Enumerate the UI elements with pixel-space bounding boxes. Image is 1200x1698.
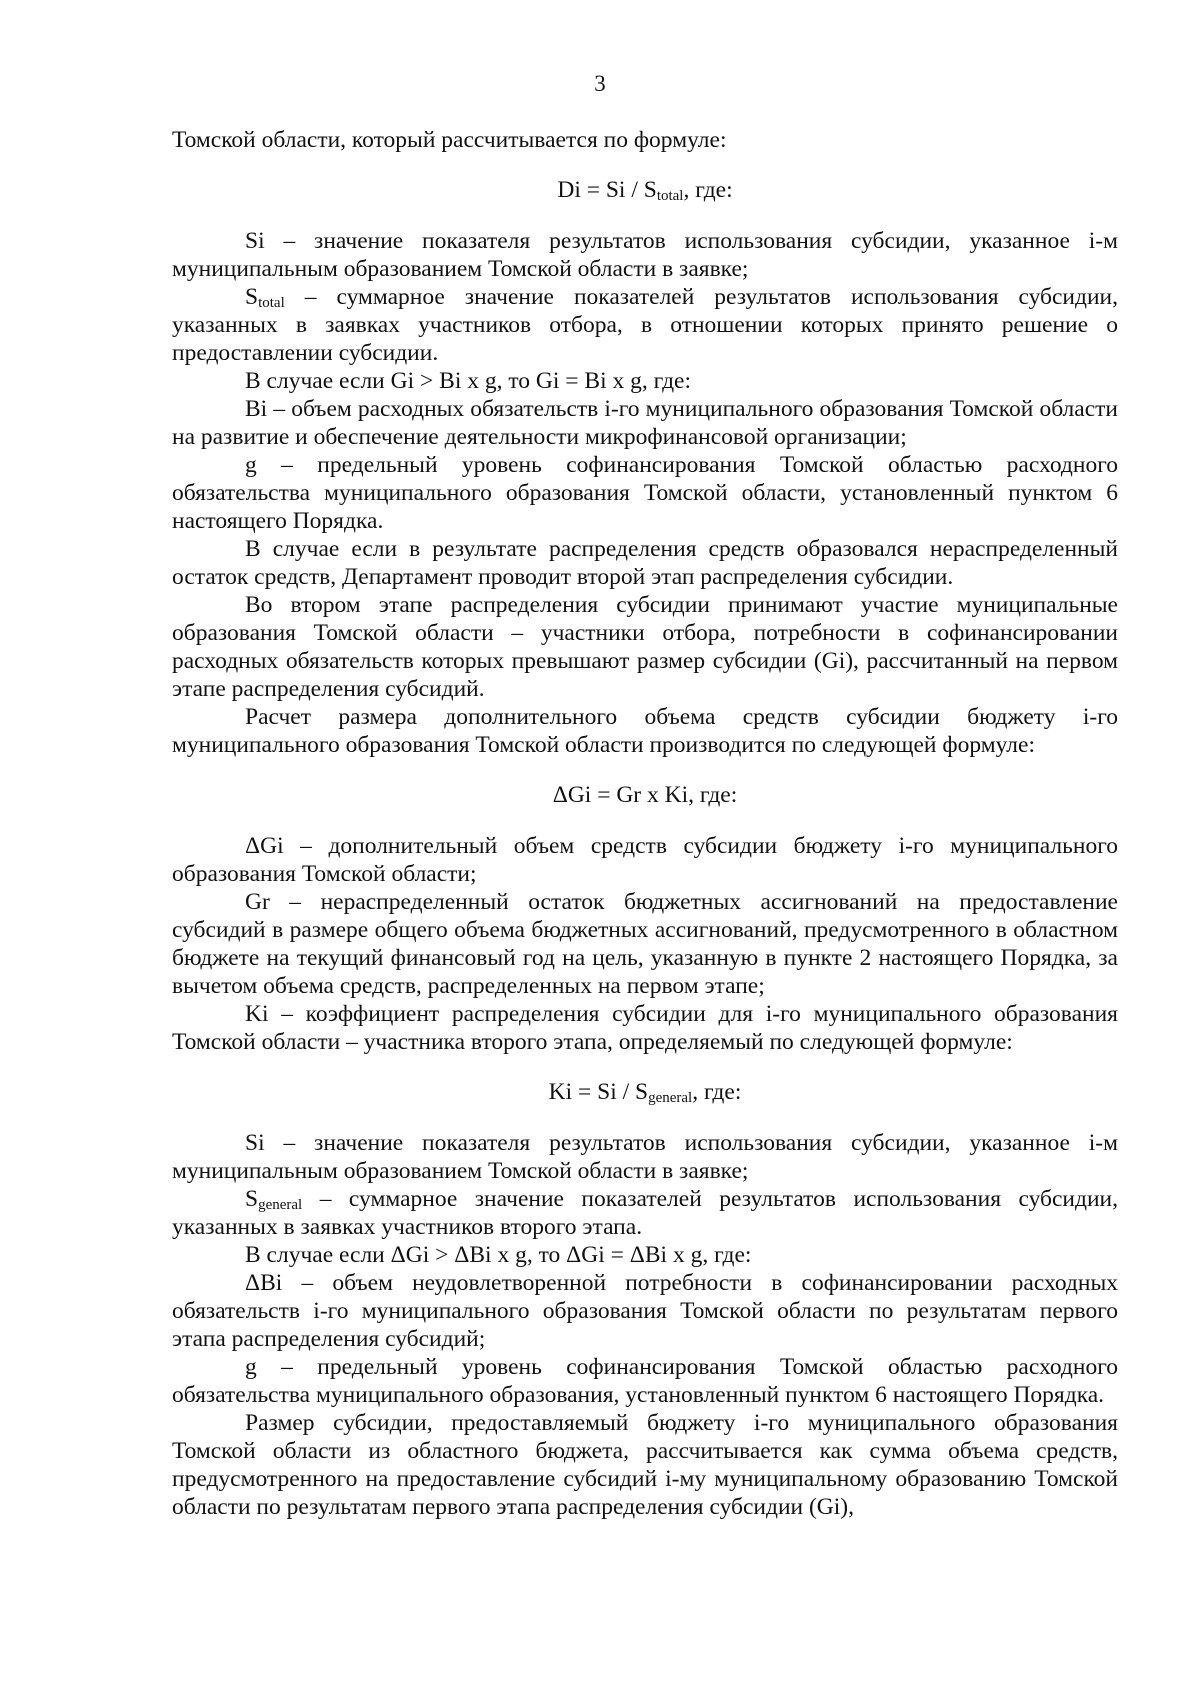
paragraph-delta-bi-definition: ΔBi – объем неудовлетворенной потребности в софинансировании расходных обязательств i-го муниципального образования Томской области по результатам первого этапа распределения субсидий;: [172, 1270, 1118, 1352]
page-number: 3: [594, 71, 606, 96]
paragraph-calculation-intro: Расчет размера дополнительного объема средств субсидии бюджету i-го муниципального образования Томской области производится по следующей формуле:: [172, 704, 1118, 758]
paragraph-delta-gi-condition: В случае если ΔGi > ΔBi x g, то ΔGi = ΔBi x g, где:: [245, 1242, 752, 1268]
paragraph-g-definition-2: g – предельный уровень софинансирования Томской областью расходного обязательства муниципального образования, установленный пунктом 6 настоящего Порядка.: [172, 1354, 1118, 1408]
paragraph-si-definition-2: Si – значение показателя результатов использования субсидии, указанное i-м муниципальным образованием Томской области в заявке;: [172, 1130, 1118, 1184]
paragraph-gi-condition: В случае если Gi > Bi x g, то Gi = Bi x g, где:: [245, 368, 692, 394]
document-body: [172, 126, 1118, 1521]
formula-delta-gi: ΔGi = Gr x Ki, где:: [552, 782, 738, 808]
paragraph-ki-definition: Ki – коэффициент распределения субсидии для i-го муниципального образования Томской области – участника второго этапа, определяемый по следующей формуле:: [172, 1001, 1118, 1055]
paragraph-g-definition: g – предельный уровень софинансирования Томской областью расходного обязательства муниципального образования Томской области, установленный пунктом 6 настоящего Порядка.: [172, 452, 1118, 534]
formula-di: $Di = Si / S_{total}$, где:: [557, 177, 733, 204]
formula-ki: $Ki = Si / S_{general}$, где:: [548, 1079, 742, 1106]
paragraph-stotal-definition: $S_{total}$ – суммарное значение показателей результатов использования субсидии, указанных в заявках участников отбора, в отношении которых принято решение о предоставлении субсидии.: [172, 284, 1118, 366]
paragraph-bi-definition: Bi – объем расходных обязательств i-го муниципального образования Томской области на развитие и обеспечение деятельности микрофинансовой организации;: [172, 396, 1118, 450]
paragraph-sgeneral-definition: $S_{general}$ – суммарное значение показателей результатов использования субсидии, указанных в заявках участников второго этапа.: [172, 1186, 1118, 1240]
paragraph-second-stage: Во втором этапе распределения субсидии принимают участие муниципальные образования Томской области – участники отбора, потребности в софинансировании расходных обязательств которых превышают размер субсидии (Gi), рассчитанный на первом этапе распределения субсидий.: [172, 592, 1118, 702]
paragraph-subsidy-size: Размер субсидии, предоставляемый бюджету i-го муниципального образования Томской области из областного бюджета, рассчитывается как сумма объема средств, предусмотренного на предоставление субсидий i-му муниципальному образованию Томской области по результатам первого этапа распределения субсидии (Gi),: [172, 1410, 1118, 1520]
paragraph-delta-gi-definition: ΔGi – дополнительный объем средств субсидии бюджету i-го муниципального образования Томской области;: [172, 833, 1118, 887]
intro-paragraph: Томской области, который рассчитывается по формуле:: [172, 127, 727, 153]
paragraph-remainder: В случае если в результате распределения средств образовался нераспределенный остаток средств, Департамент проводит второй этап распределения субсидии.: [172, 536, 1118, 590]
paragraph-si-definition: Si – значение показателя результатов использования субсидии, указанное i-м муниципальным образованием Томской области в заявке;: [172, 228, 1118, 282]
paragraph-gr-definition: Gr – нераспределенный остаток бюджетных ассигнований на предоставление субсидий в размере общего объема бюджетных ассигнований, предусмотренного в областном бюджете на текущий финансовый год на цель, указанную в пункте 2 настоящего Порядка, за вычетом объема средств, распределенных на первом этапе;: [172, 889, 1118, 999]
